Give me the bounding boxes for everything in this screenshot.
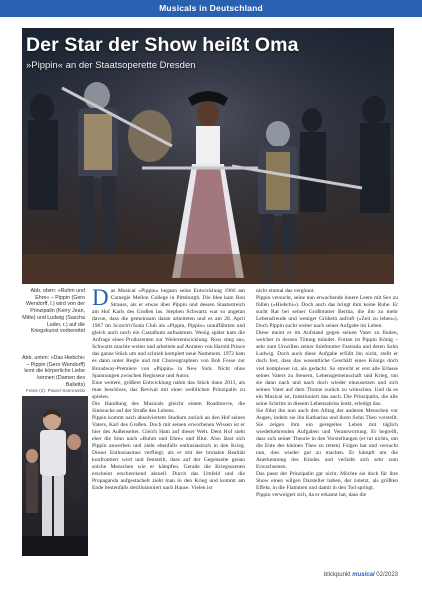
drop-cap: D <box>92 285 109 310</box>
section-header-bar <box>0 0 422 17</box>
hero-photo <box>22 28 394 284</box>
magazine-prefix: blickpunkt <box>323 572 353 578</box>
photo-caption-bottom <box>22 355 85 395</box>
photo-credit: Fotos (2): Pawel Sosnowski <box>25 388 85 394</box>
issue-number: 02/2023 <box>374 572 398 578</box>
section-title: Musicals in Deutschland <box>159 3 263 13</box>
photo-caption-bottom-text: Abb. unten: »Das Hiebchi« – Pippin (Gero Wendorff) lernt die körperliche Liebe kennen (Damen des Balletts) <box>22 355 86 388</box>
article-paragraph: Pippin versucht, seine nun erwachende innere Leere mit Sex zu füllen (»Hiebchi«). Doch auch das bringt ihm keine Ruhe. Er sucht Rat bei seiner Großmutter Bertha, die ihn zu mehr Lebensfreude und weniger Grübeln aufruft (»Zeit zu leben«). Doch Pippin sucht weiter nach seiner Aufgabe im Leben. <box>256 295 398 330</box>
article-column-2 <box>256 288 398 499</box>
article-paragraph: Das passt der Prinzipalin gar nicht. Möchte sie doch für ihre Show einen wilgen Darsteller haben, der zuletzt, als größten Effekt, in die Flammen und damit in den Tod springt. <box>256 471 398 492</box>
article-paragraph: Pippin kommt nach absolviertem Studium zurück an den Hof seines Vaters, Karl des Großen. Doch mit seinen erworbenen Wissen ist er hier des Außenseiter. Gleich Ham auf dieser Welt. Dem Hof sieht eher die Sinn nach »Ruhm und Ehre« und Blut. Also lässt sich Pippin anwerben und zieht ebenfalls enthusiastisch in den Krieg. Dieser Enthusiasmus verfliegt, als er mit der brutalen Realität konfrontiert wird und feststellt, dass auf der Gegenseite genau solche Menschen wie er kämpfen. Gerade die Kriegsszenen erscheint erschreckend aktuell. Durch das Umfeld und die Propaganda aufgestachelt zieht man in den Krieg und kommt am Ende bestenfalls desillusioniert nach Hause. Vielen ist <box>92 414 245 492</box>
page-footer <box>324 572 398 578</box>
pippin-with-dancers-illustration <box>22 396 88 556</box>
magazine-name: musical <box>352 572 375 578</box>
article-subheadline: »Pippin« an der Staatsoperette Dresden <box>26 60 196 71</box>
secondary-photo <box>22 396 88 556</box>
article-column-1 <box>92 285 245 492</box>
article-paragraph: Die Handlung des Musicals gleicht einem Roadmovie, die Sinnsuche auf der Straße des Lebens. <box>92 400 245 414</box>
article-paragraph: Eine weitere, größere Entwicklung nahm das Stück dann 2013, als man beschloss, das Revival mit einer weiblichen Prinzipalin zu spielen. <box>92 379 245 400</box>
article-paragraph: Pippin verweigert sich, da er erkannt hat, dass die <box>256 492 367 499</box>
article-headline: Der Star der Show heißt Oma <box>26 34 299 56</box>
article-paragraph: Das Musical »Pippin« begann seine Entwicklung 1966 am Carnegie Mellon College in Pittsburgh. Die Idee kam Ron Strauss, als er etwas über Pippin und dessen Staatsstreich am Hof Karls des Großen las. Stephen Schwartz war so angetan davon, dass die gemeinsam daran arbeiteten und es am 28. April 1967 im Scotch'n'Soda Club als »Pippin, Pippin« uraufführten und gleich auch noch ein Castalbum aufnahmen. Wenig später kam die Anfrage eines Produzenten zur Weiterentwicklung. Ross stieg aus, Schwartz machte weiter und arbeitete auf Anraten von Harold Prince das ganze Stück um und schrieb komplett neue Nummern. 1972 kam es dann unter Regie und mit Choreographien von Bob Fosse zur Broadway-Premiere von »Pippin« in New York. Nicht ohne Spannungen zwischen Regisseur und Autor. <box>92 285 245 379</box>
article-paragraph: nicht einmal das vergönnt. <box>256 288 315 294</box>
article-paragraph: Diese meint er im Aufstand gegen seinen Vater zu finden, welcher in dessen Tötung mündet. Fortan ist Pippin König – sehr zum Unwillen seiner Stiefmutter Fastrada und deren Sohn Ludwig. Doch auch diese Aufgabe erfüllt ihn nicht, stellt er doch fest, dass das wesentliche Geschäft eines Königs doch viel komplexer ist, als gedacht. So streicht er erst alle Erlasse seines Vaters zu Steuern, Lebensgemeinschaft und Krieg, um sie dann nach und nach doch wieder einzusetzen und sich seinen Vater auf dem Throne zurück zu wünschen. Und da es ein Musical ist, funktioniert das auch. Die Prinzipalin, die alle seine Schritte in diesem Lebensabriss lenkt, erledigt das. <box>256 330 398 407</box>
article-paragraph: Sie führt ihn nun auch den Alltag der anderen Menschen vor Augen, indem sie ihn Katharina und ihren Sohn Theo vorstellt. Sie zeigen ihm ein geregeltes Leben mit täglich wiederkehrenden Aufgaben und Verantwortung. Er begreift, dass sich seiner Theorie in den Vorstellungen (er tut nichts, um die Ente des kleinen Theo zu retten) Folgen hat und versucht nun, dies wieder gut zu machen. Er kämpft um die Anerkennung des Kindes und verliebt sich sehr zum Erwachsenen. <box>256 407 398 471</box>
photo-caption-top: Abb. oben: »Ruhm und Ehre« – Pippin (Gero Wendorff, l.) wird von der Prinzipalin (Kerry Jean, Mitte) und Ludwig (Sascha Luder, r.) auf die Kriegskunst vorbereitet <box>22 288 85 335</box>
